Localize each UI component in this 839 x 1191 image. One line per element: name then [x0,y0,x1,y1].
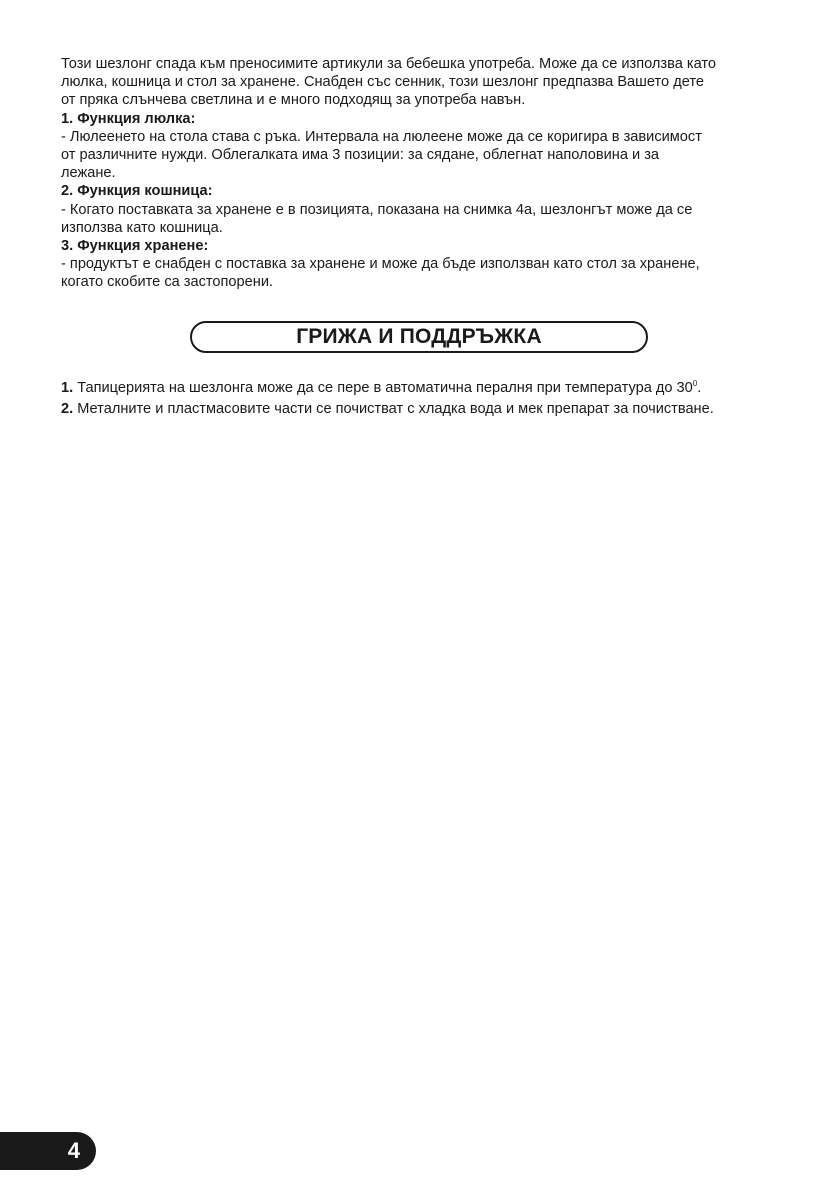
degree-superscript: 0 [692,379,698,388]
swing-function-heading: 1. Функция люлка: [61,110,196,127]
page-number-tab [0,1132,96,1170]
swing-function-text: - Люлеенето на стола става с ръка. Интервала на люлеене може да се коригира в зависимост от различните нужди. Облегалката има 3 позиции: за сядане, облегнат наполовина и за лежане. [61,128,702,182]
care-item-number: 2. [61,400,74,417]
care-item-text: Тапицерията на шезлонга може да се пере в автоматична пералня при температура до 30 [73,380,693,396]
care-list [61,378,801,419]
basket-function-heading: 2. Функция кошница: [61,183,213,200]
basket-function-text: - Когато поставката за хранене е в позицията, показана на снимка 4а, шезлонгът може да се използва като кошница. [61,201,693,236]
product-description [61,55,791,292]
intro-paragraph: Този шезлонг спада към преносимите артикули за бебешка употреба. Може да се използва като люлка, кошница и стол за хранене. Снабден със сенник, този шезлонг предпазва Вашето дете от пряка слънчева светлина и е много подходящ за употреба навън. [61,56,717,109]
care-item-number: 1. [61,380,74,396]
feeding-function-text: - продуктът е снабден с поставка за хранене и може да бъде използван като стол за хранене, когато скобите са застопорени. [61,256,700,291]
page-number: 4 [67,1138,80,1163]
feeding-function-heading: 3. Функция хранене: [61,238,209,255]
care-item-washing [61,378,801,399]
care-item-cleaning [61,399,801,420]
care-section-title: ГРИЖА И ПОДДРЪЖКА [296,325,542,348]
care-section-banner [190,321,648,353]
care-item-end: . [697,380,702,396]
care-item-text: Металните и пластмасовите части се почистват с хладка вода и мек препарат за почистване. [73,400,714,417]
